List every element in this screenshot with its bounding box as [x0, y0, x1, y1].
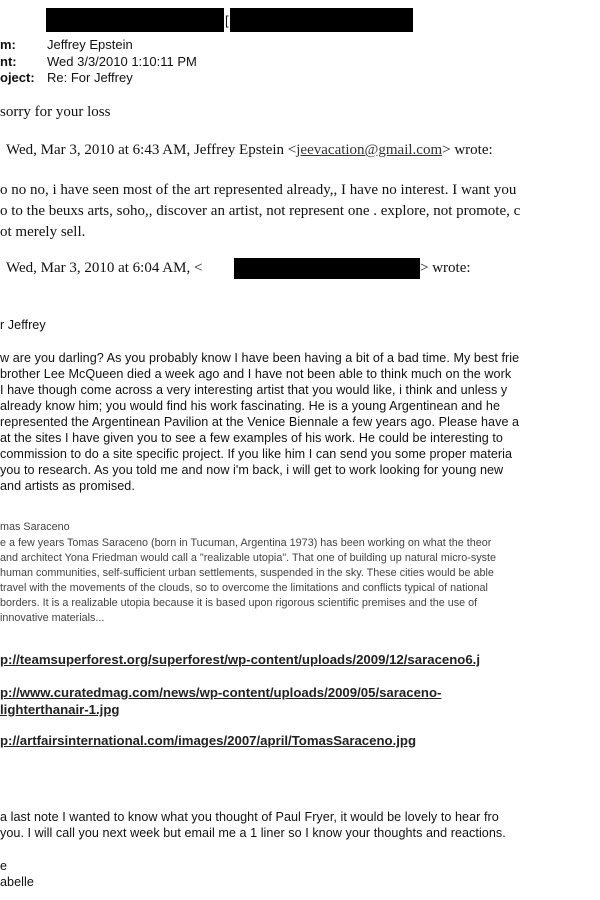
quote1-attribution	[6, 142, 493, 159]
artist-bio-line: travel with the movements of the clouds, so to overcome the limitations and conflicts typical of national	[0, 582, 488, 594]
letter-line: already know him; you would find his work fascinating. He is a young Argentinean and he	[0, 399, 500, 413]
artist-bio-line: and architect Yona Friedman would call a "realizable utopia". That one of building up natural micro-syste	[0, 552, 497, 564]
closing-line: a last note I wanted to know what you thought of Paul Fryer, it would be lovely to hear fro	[0, 810, 499, 824]
artist-bio-line: innovative materials...	[0, 612, 105, 624]
quote1-line: o to the beuxs arts, soho,, discover an artist, not represent one . explore, not promote, c	[0, 203, 521, 219]
from-value: Jeffrey Epstein	[47, 37, 133, 52]
header-bracket: [	[225, 13, 229, 28]
image-link[interactable]: p://artfairsinternational.com/images/2007/april/TomasSaraceno.jpg	[0, 733, 417, 748]
letter-line: at the sites I have given you to see a few examples of his work. He could be interesting to	[0, 431, 503, 445]
closing-line: you. I will call you next week but email me a 1 liner so I know your thoughts and reactions.	[0, 826, 506, 840]
signature: abelle	[0, 875, 34, 889]
letter-greeting: r Jeffrey	[0, 318, 46, 332]
quote2-prefix: Wed, Mar 3, 2010 at 6:04 AM, <	[6, 260, 203, 276]
artist-bio-line: human communities, self-sufficient urban settlements, suspended in the sky. These cities would be able	[0, 567, 494, 579]
subject-value: Re: For Jeffrey	[47, 70, 133, 85]
from-label: m:	[0, 37, 16, 52]
letter-line: you to research. As you told me and now i'm back, i will get to work looking for young new	[0, 463, 504, 477]
letter-line: and artists as promised.	[0, 479, 135, 493]
sent-label: nt:	[0, 54, 17, 69]
letter-line: represented the Argentinean Pavilion at the Venice Biennale a few years ago. Please have a	[0, 415, 520, 429]
image-link-continued[interactable]: lighterthanair-1.jpg	[0, 702, 120, 717]
email-link[interactable]: jeevacation@gmail.com	[296, 142, 443, 158]
quote1-prefix: Wed, Mar 3, 2010 at 6:43 AM, Jeffrey Epstein <	[6, 142, 297, 158]
letter-line: w are you darling? As you probably know I have been having a bit of a bad time. My best frie	[0, 351, 520, 365]
artist-title: mas Saraceno	[0, 521, 70, 533]
reply-text: sorry for your loss	[0, 104, 111, 120]
redaction-bar	[230, 8, 413, 32]
artist-bio-line: e a few years Tomas Saraceno (born in Tucuman, Argentina 1973) has been working on what the theor	[0, 537, 492, 549]
quote1-line: o no no, i have seen most of the art represented already,, I have no interest. I want you	[0, 182, 517, 198]
redaction-bar	[46, 8, 224, 32]
quote1-suffix: > wrote:	[442, 142, 493, 158]
image-link[interactable]: p://teamsuperforest.org/superforest/wp-content/uploads/2009/12/saraceno6.j	[0, 652, 481, 667]
letter-line: commission to do a site specific project. If you like him I can send you some proper materia	[0, 447, 513, 461]
image-link[interactable]: p://www.curatedmag.com/news/wp-content/uploads/2009/05/saraceno-	[0, 685, 442, 700]
quote1-line: ot merely sell.	[0, 224, 86, 240]
quote2-suffix: > wrote:	[420, 260, 471, 276]
signoff: e	[0, 859, 8, 873]
sent-value: Wed 3/3/2010 1:10:11 PM	[47, 54, 197, 69]
letter-line: I have though come across a very interesting artist that you would like, i think and unless y	[0, 383, 508, 397]
subject-label: oject:	[0, 70, 35, 85]
redaction-bar	[234, 258, 420, 279]
letter-line: brother Lee McQueen died a week ago and I have not been able to think much on the work	[0, 367, 512, 381]
artist-bio-line: borders. It is a realizable utopia because it is based upon rigorous scientific premises and the use of	[0, 597, 478, 609]
